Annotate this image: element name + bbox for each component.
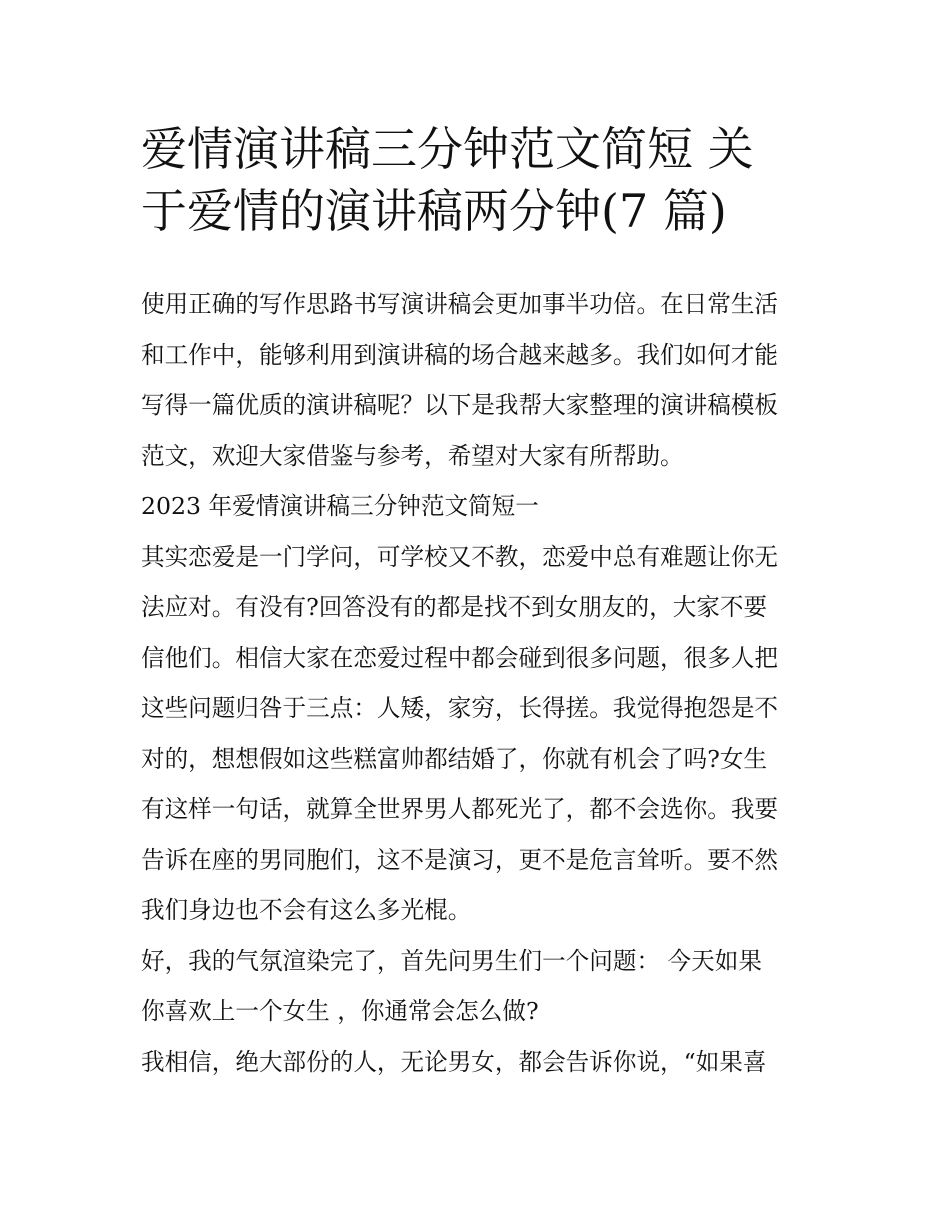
text-line: 有这样一句话，就算全世界男人都死光了，都不会选你。我要 xyxy=(141,795,779,823)
intro-paragraph xyxy=(141,279,811,481)
text-line: 使用正确的写作思路书写演讲稿会更加事半功倍。在日常生活 xyxy=(141,290,779,318)
text-line: 对的，想想假如这些糕富帅都结婚了，你就有机会了吗?女生 xyxy=(141,744,768,773)
body-paragraph xyxy=(141,1037,811,1088)
text-line: 好，我的气氛渲染完了，首先问男生们一个问题： 今天如果 xyxy=(141,946,762,975)
document-title xyxy=(141,118,811,242)
document-content xyxy=(141,118,811,1087)
text-line: 信他们。相信大家在恋爱过程中都会碰到很多问题，很多人把 xyxy=(141,643,779,672)
text-line: 和工作中，能够利用到演讲稿的场合越来越多。我们如何才能 xyxy=(141,340,779,369)
text-line: 范文，欢迎大家借鉴与参考，希望对大家有所帮助。 xyxy=(141,441,684,470)
text-line: 这些问题归咎于三点：人矮，家穷，长得搓。我觉得抱怨是不 xyxy=(141,694,779,722)
section-heading xyxy=(141,481,811,532)
text-line: 我相信，绝大部份的人，无论男女，都会告诉你说，“如果喜 xyxy=(141,1047,767,1076)
body-paragraph xyxy=(141,532,811,936)
text-line: 法应对。有没有?回答没有的都是找不到女朋友的，大家不要 xyxy=(141,593,768,621)
body-paragraph xyxy=(141,936,811,1037)
title-line: 爱情演讲稿三分钟范文简短 关 xyxy=(141,122,754,176)
document-body xyxy=(141,279,811,1087)
title-line: 于爱情的演讲稿两分钟(7 篇) xyxy=(141,184,727,238)
text-line: 其实恋爱是一门学问，可学校又不教，恋爱中总有难题让你无 xyxy=(141,542,779,571)
text-line: 告诉在座的男同胞们，这不是演习，更不是危言耸听。要不然 xyxy=(141,845,779,874)
text-line: 2023 年爱情演讲稿三分钟范文简短一 xyxy=(141,492,539,520)
text-line: 写得一篇优质的演讲稿呢？以下是我帮大家整理的演讲稿模板 xyxy=(141,391,779,419)
text-line: 你喜欢上一个女生 ，你通常会怎么做? xyxy=(141,997,539,1025)
text-line: 我们身边也不会有这么多光棍。 xyxy=(141,896,472,924)
